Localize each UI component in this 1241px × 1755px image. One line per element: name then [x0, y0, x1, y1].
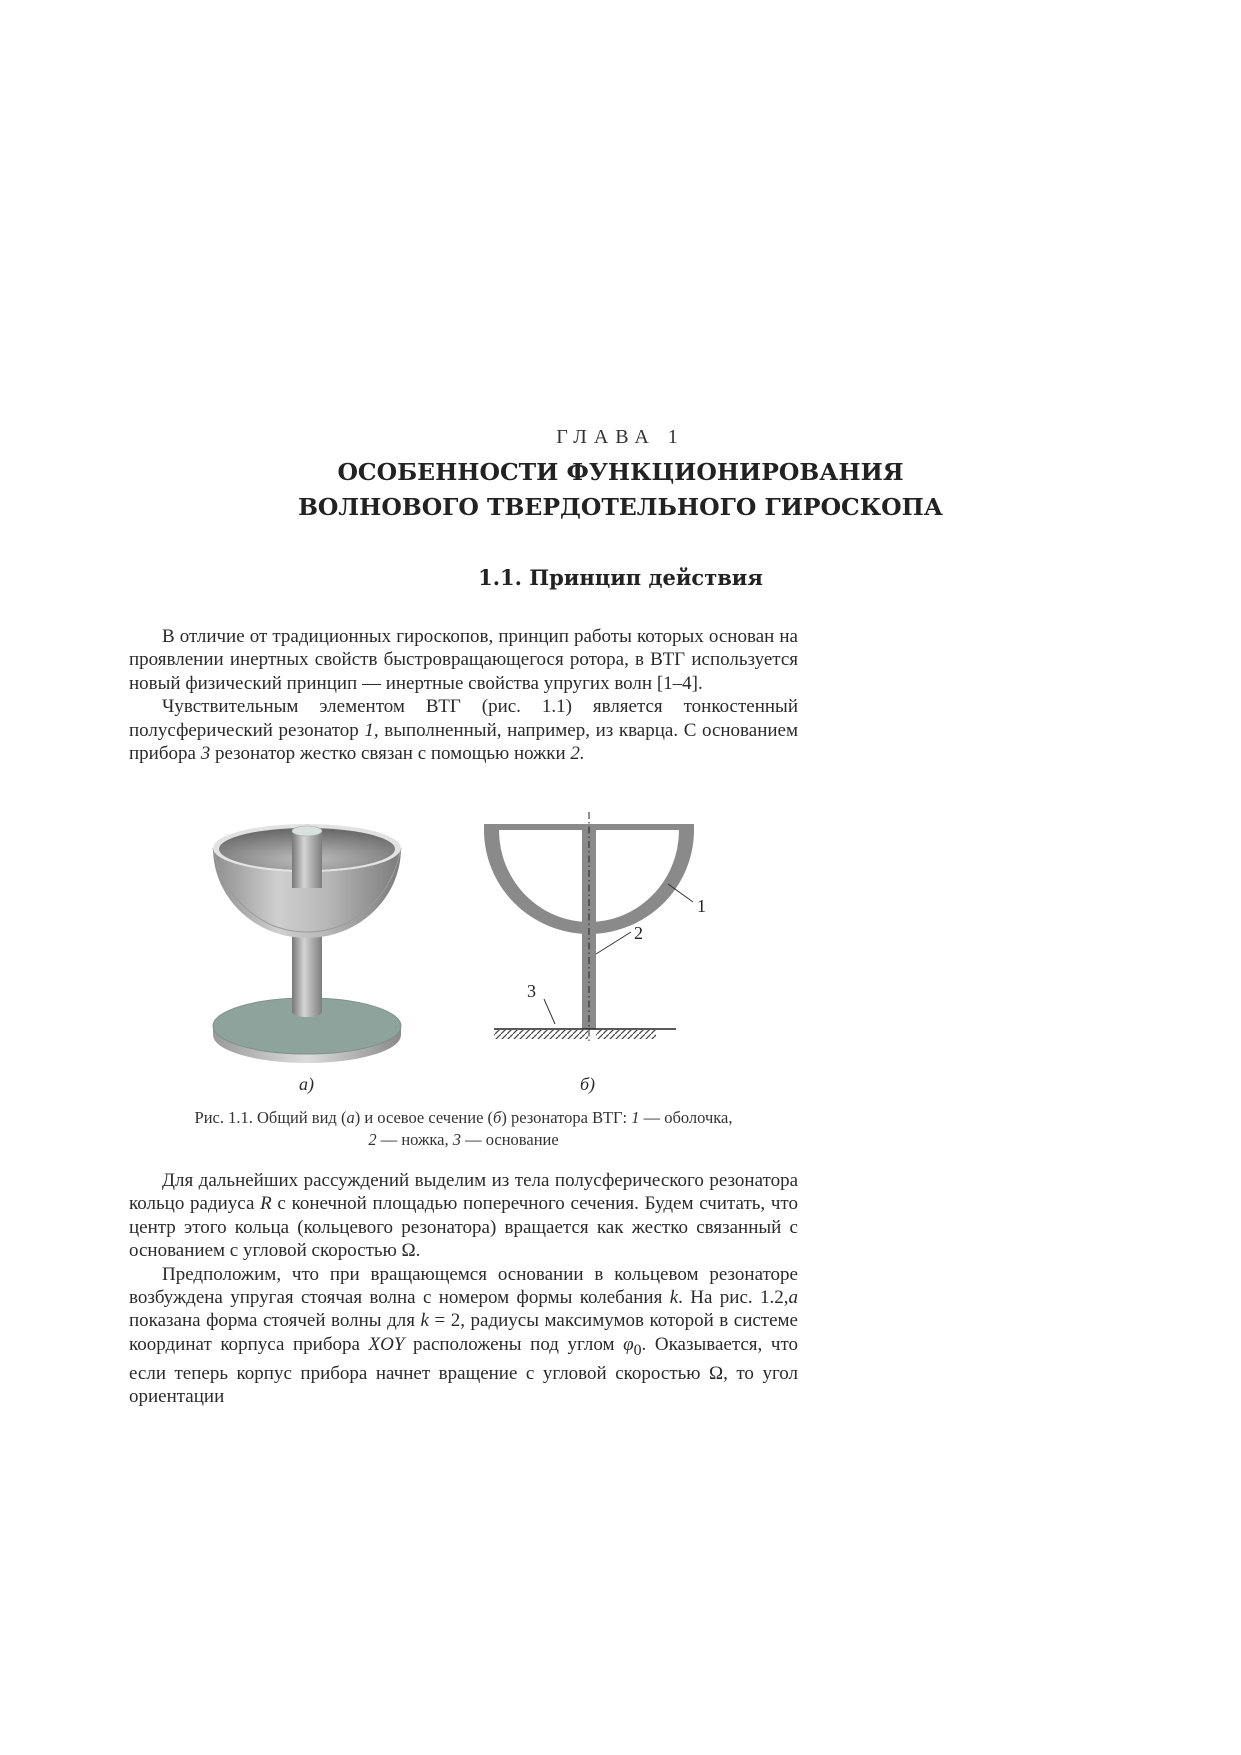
body-text	[129, 1169, 798, 1409]
chapter-title-line-2: ВОЛНОВОГО ТВЕРДОТЕЛЬНОГО ГИРОСКОПА	[298, 493, 943, 521]
paragraph-1: В отличие от традиционных гироскопов, принцип работы которых основан на проявлении инертных свойств быстровращающегося ротора, в ВТГ используется новый физический принцип — инертные свойства упругих волн [1–4].	[129, 626, 798, 694]
figure-label-b: б)	[580, 1074, 596, 1094]
resonator-axial-section	[129, 812, 798, 1102]
caption-line-2: 2 — ножка, 3 — основание	[368, 1130, 559, 1149]
callout-1: 1	[697, 896, 706, 916]
callout-2: 2	[634, 923, 643, 943]
callout-3: 3	[527, 981, 536, 1001]
intro-text	[129, 625, 798, 765]
caption-line-1: Рис. 1.1. Общий вид (а) и осевое сечение (б) резонатора ВТГ: 1 — оболочка,	[194, 1108, 733, 1127]
chapter-label: ГЛАВА 1	[556, 426, 685, 448]
paragraph-2: Чувствительным элементом ВТГ (рис. 1.1) является тонкостенный полусферический резонатор 1, выполненный, например, из кварца. С основанием прибора 3 резонатор жестко связан с помощью ножки 2.	[129, 696, 798, 765]
section-title: 1.1. Принцип действия	[478, 565, 763, 590]
paragraph-3: Для дальнейших рассуждений выделим из тела полусферического резонатора кольцо радиуса R с конечной площадью поперечного сечения. Будем считать, что центр этого кольца (кольцевого резонатора) вращается как жестко связанный с основанием с угловой скоростью Ω.	[129, 1170, 798, 1262]
figure-caption	[129, 1107, 798, 1151]
chapter-title	[0, 455, 1241, 525]
figure-1-1	[129, 812, 798, 1102]
paragraph-4: Предположим, что при вращающемся основании в кольцевом резонаторе возбуждена упругая стоячая волна с номером формы колебания k. На рис. 1.2,а показана форма стоячей волны для k = 2, радиусы максимумов которой в системе координат корпуса прибора XOY расположены под углом $\varphi_0$. Оказывается, что если теперь корпус прибора начнет вращение с угловой скоростью Ω, то угол ориентации	[129, 1263, 798, 1408]
chapter-title-line-1: ОСОБЕННОСТИ ФУНКЦИОНИРОВАНИЯ	[337, 458, 904, 486]
figure-label-a: а)	[299, 1074, 314, 1094]
